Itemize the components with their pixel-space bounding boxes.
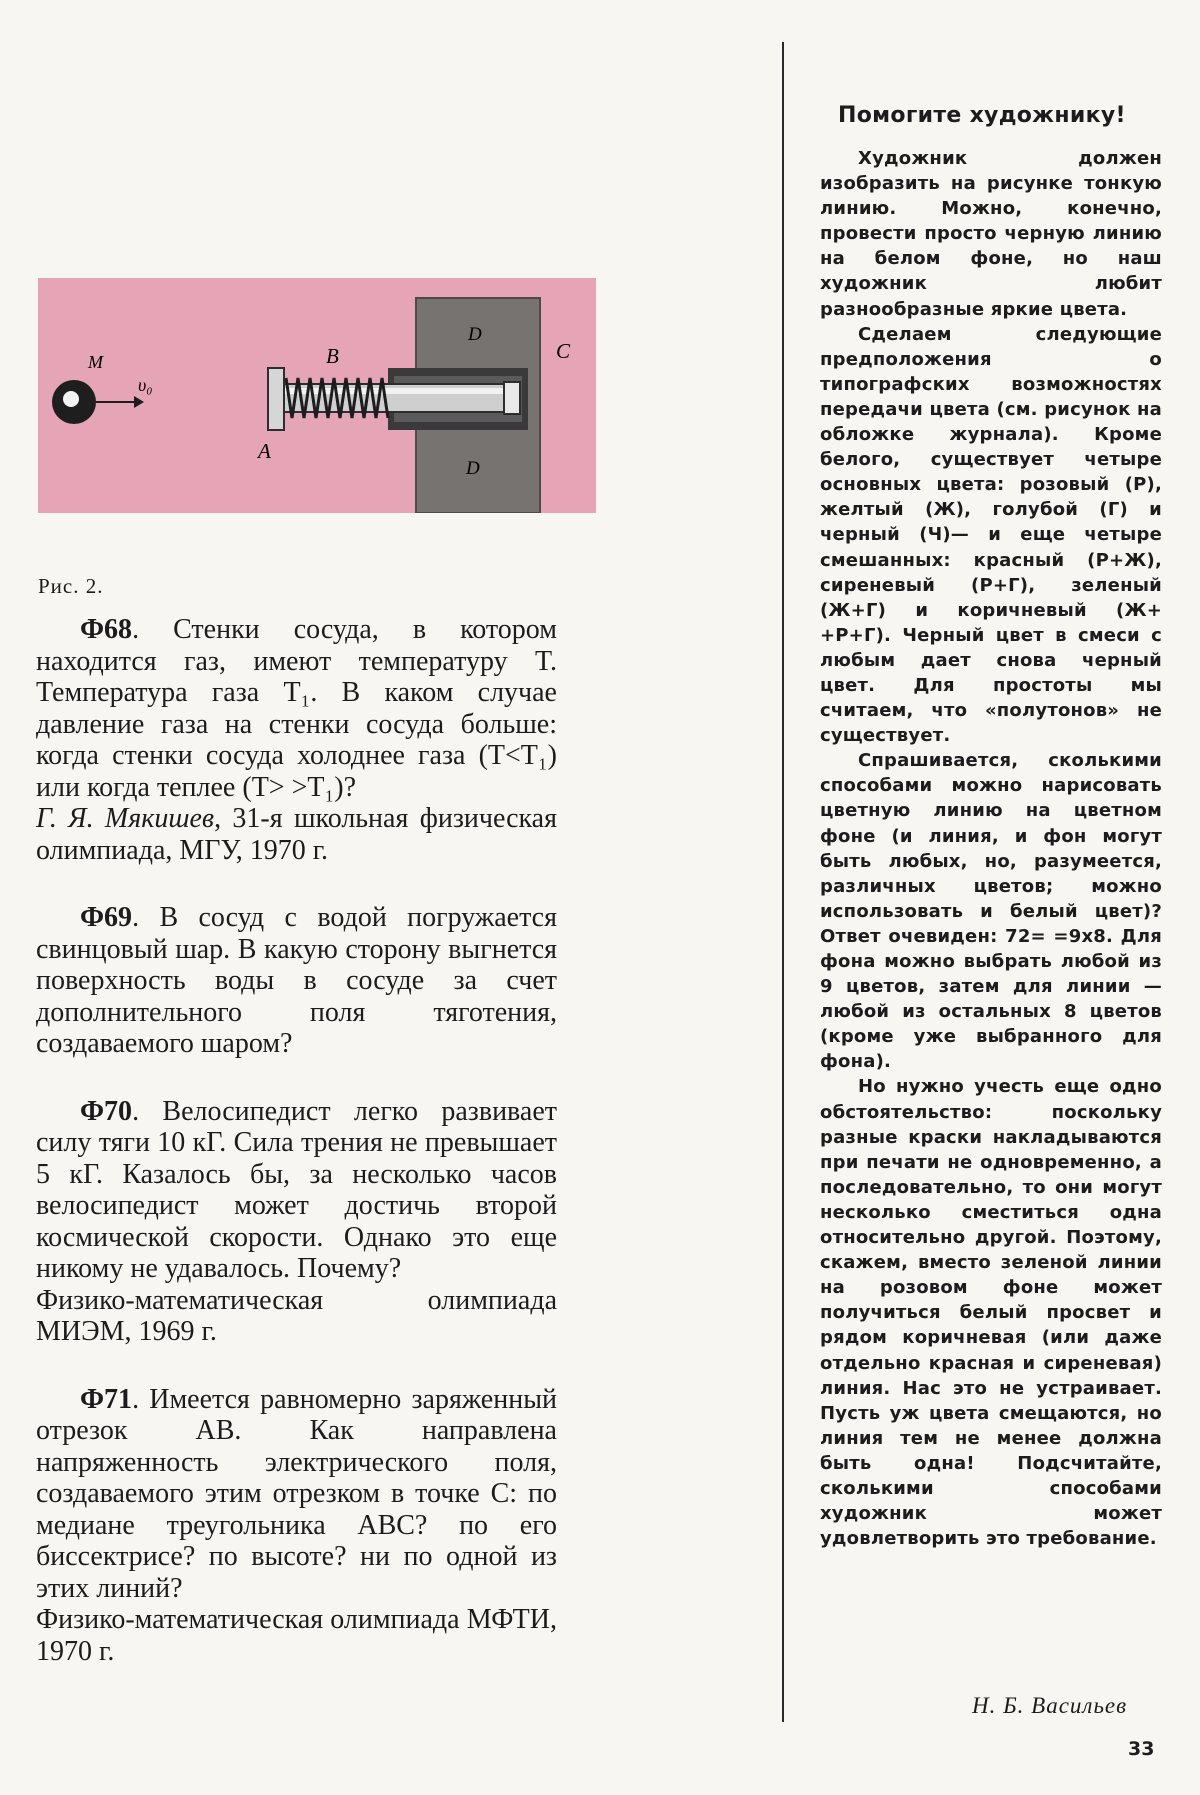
article-column — [820, 103, 1162, 1551]
problem-text: . В сосуд с водой погружается свинцовый шар. В какую сторону выгнется поверхность воды в сосуде за счет дополнительного поля тяготения, создаваемого шаром? — [36, 902, 557, 1059]
label-a: A — [258, 439, 271, 463]
label-m: M — [88, 352, 103, 372]
problem-f71 — [36, 1384, 557, 1668]
problems-column — [36, 614, 557, 1703]
problem-number: Ф71 — [80, 1383, 133, 1415]
label-d-bottom: D — [466, 458, 480, 479]
problem-source: Физико-математическая олимпиада МФТИ, 1970 г. — [36, 1604, 557, 1667]
figure-caption: Рис. 2. — [38, 574, 104, 598]
bolt-head — [268, 368, 284, 430]
problem-source: Физико-математическая олимпиада МИЭМ, 1969 г. — [36, 1284, 557, 1347]
article-title: Помогите художнику! — [838, 103, 1126, 128]
label-v0: υ₀ — [138, 375, 153, 395]
column-divider — [782, 42, 784, 1722]
article-paragraph: Художник должен изобразить на рисунке тонкую линию. Можно, конечно, провести просто черную линию на белом фоне, но наш художник любит разнообразные яркие цвета. — [820, 148, 1162, 320]
article-author: Н. Б. Васильев — [972, 1693, 1128, 1718]
label-d-top: D — [468, 324, 482, 345]
figure-2 — [38, 278, 596, 513]
label-c: C — [556, 339, 571, 363]
problem-f70 — [36, 1096, 557, 1348]
problem-text: . Стенки сосуда, в котором находится газ, имеют температуру T. Температура газа T₁. В каком случае давление газа на стенки сосуда больше: когда стенки сосуда холоднее газа (T<T₁) или когда теплее (T> >T₁)? — [36, 614, 557, 803]
problem-f68 — [36, 614, 557, 866]
problem-number: Ф68 — [80, 614, 133, 645]
problem-source: , 31-я школьная физическая олимпиада, МГУ, 1970 г. — [36, 803, 557, 866]
label-b: B — [326, 344, 339, 368]
problem-text: . Имеется равномерно заряженный отрезок AB. Как направлена напряженность электрического поля, создаваемого этим отрезком в точке C: по медиане треугольника ABC? по его биссектрисе? по высоте? ни по одной из этих линий? — [36, 1383, 557, 1604]
problem-author: Г. Я. Мякишев — [36, 803, 215, 834]
problem-number: Ф70 — [80, 1095, 133, 1127]
problem-number: Ф69 — [80, 902, 133, 933]
page-number: 33 — [1128, 1738, 1155, 1760]
article-paragraph: Но нужно учесть еще одно обстоятельство: поскольку разные краски накладываются при печати не одновременно, а последовательно, то они могут несколько сместиться одна относительно другой. Поэтому, скажем, вместо зеленой линии на розовом фоне может получиться белый просвет и рядом коричневая (или даже отдельно красная и сиреневая) линия. Нас это не устраивает. Пусть уж цвета смещаются, но линия тем не менее должна быть одна! Подсчитайте, сколькими способами художник может удовлетворить это требование. — [820, 1076, 1162, 1550]
bolt-in-wall-illustration — [38, 278, 596, 513]
article-paragraph: Спрашивается, сколькими способами можно нарисовать цветную линию на цветном фоне (и линия, и фон могут быть любых, но, разумеется, различных цветов; можно использовать и белый цвет)? Ответ очевиден: 72= =9x8. Для фона можно выбрать любой из 9 цветов, затем для линии — любой из остальных 8 цветов (кроме уже выбранного для фона). — [820, 750, 1162, 1073]
problem-text: . Велосипедист легко развивает силу тяги 10 кГ. Сила трения не превышает 5 кГ. Казалось бы, за несколько часов велосипедист может достичь второй космической скорости. Однако это еще никому не удавалось. Почему? — [36, 1095, 557, 1284]
article-paragraph: Сделаем следующие предположения о типографских возможностях передачи цвета (см. рисунок на обложке журнала). Кроме белого, существует четыре основных цвета: розовый (Р), желтый (Ж), голубой (Г) и черный (Ч)— и еще четыре смешанных: красный (Р+Ж), сиреневый (Р+Г), зеленый (Ж+Г) и коричневый (Ж+ +Р+Г). Черный цвет в смеси с любым дает снова черный цвет. Для простоты мы считаем, что «полутонов» не существует. — [820, 323, 1162, 747]
problem-f69 — [36, 902, 557, 1060]
